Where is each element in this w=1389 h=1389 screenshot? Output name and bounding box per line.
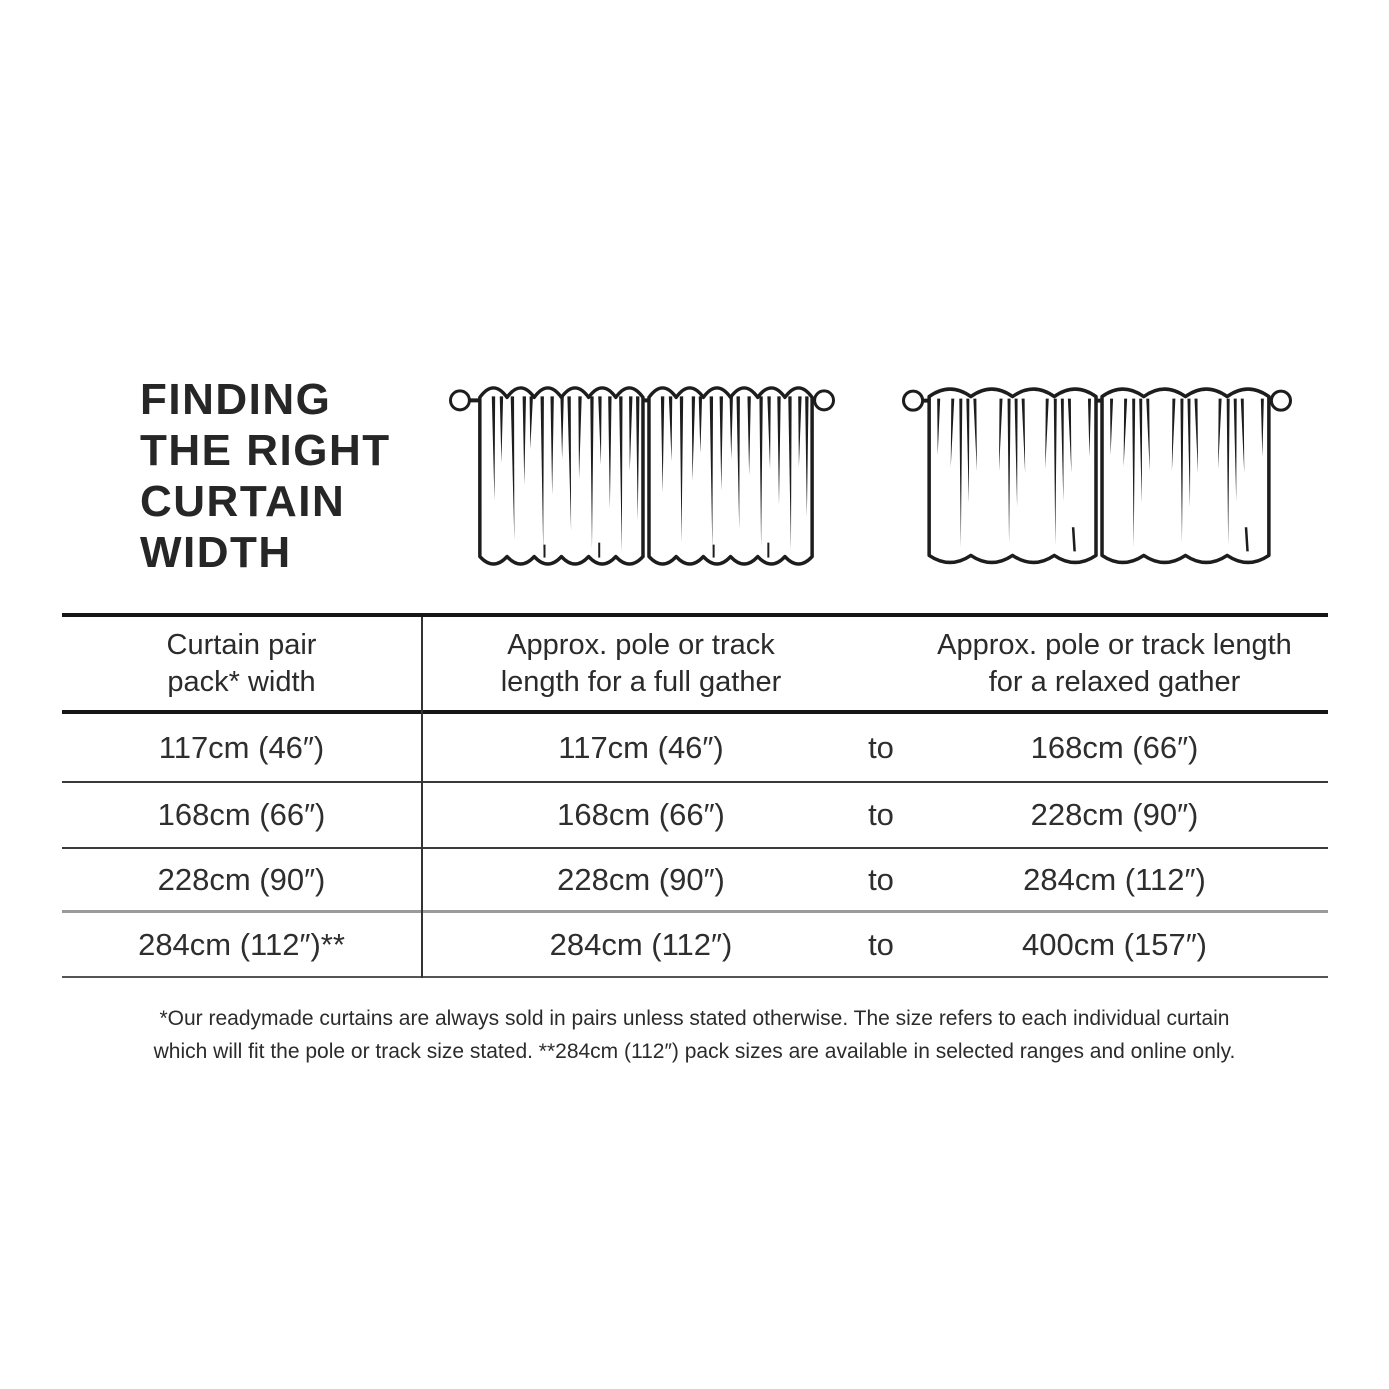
full-gather-curtains-illustration xyxy=(448,372,836,574)
page-title-line: WIDTH xyxy=(140,528,292,577)
pack-width-cell: 228cm (90″) xyxy=(157,861,326,897)
relaxed-gather-cell: 228cm (90″) xyxy=(1030,797,1199,832)
page-title xyxy=(140,374,391,578)
to-label: to xyxy=(868,797,894,832)
footnote-line: which will fit the pole or track size stated. **284cm (112″) pack sizes are available in selected ranges and online only. xyxy=(153,1040,1236,1063)
footnote-line: *Our readymade curtains are always sold in pairs unless stated otherwise. The size refers to each individual curtain xyxy=(159,1007,1230,1030)
full-gather-cell: 117cm (46″) xyxy=(558,729,724,765)
relaxed-gather-cell: 400cm (157″) xyxy=(1021,926,1207,962)
relaxed-gather-curtain-icon xyxy=(901,374,1293,574)
header-full-gather: Approx. pole or track length for a full gather xyxy=(500,628,782,698)
table-row xyxy=(62,849,1328,913)
finial-left-icon xyxy=(450,391,469,410)
page-title-line: CURTAIN xyxy=(140,477,346,526)
pack-width-cell: 284cm (112″)** xyxy=(138,926,345,962)
finial-right-icon xyxy=(1271,391,1290,410)
table-row xyxy=(62,714,1328,783)
finial-right-icon xyxy=(815,391,834,410)
to-label: to xyxy=(868,926,894,962)
page-title-line: FINDING xyxy=(140,375,332,424)
relaxed-gather-cell: 168cm (66″) xyxy=(1030,729,1199,765)
pack-width-cell: 168cm (66″) xyxy=(157,797,326,832)
table-header-row xyxy=(62,617,1328,714)
table-row xyxy=(62,913,1328,978)
full-gather-cell: 228cm (90″) xyxy=(557,861,725,897)
pack-width-cell: 117cm (46″) xyxy=(158,729,325,765)
to-label: to xyxy=(868,729,894,765)
curtain-size-table xyxy=(62,613,1328,978)
header-pack-width: Curtain pair pack* width xyxy=(166,628,317,698)
to-label: to xyxy=(868,861,894,897)
full-gather-cell: 168cm (66″) xyxy=(557,797,725,832)
page-title-line: THE RIGHT xyxy=(140,426,391,475)
full-gather-cell: 284cm (112″) xyxy=(549,926,733,962)
finial-left-icon xyxy=(904,391,923,410)
table-row xyxy=(62,783,1328,849)
relaxed-gather-cell: 284cm (112″) xyxy=(1023,861,1206,897)
header-relaxed-gather: Approx. pole or track length for a relaxed gather xyxy=(937,628,1292,698)
footnote xyxy=(0,1002,1389,1068)
table-column-divider xyxy=(421,617,423,978)
relaxed-gather-curtains-illustration xyxy=(901,374,1293,574)
full-gather-curtain-icon xyxy=(448,372,836,574)
